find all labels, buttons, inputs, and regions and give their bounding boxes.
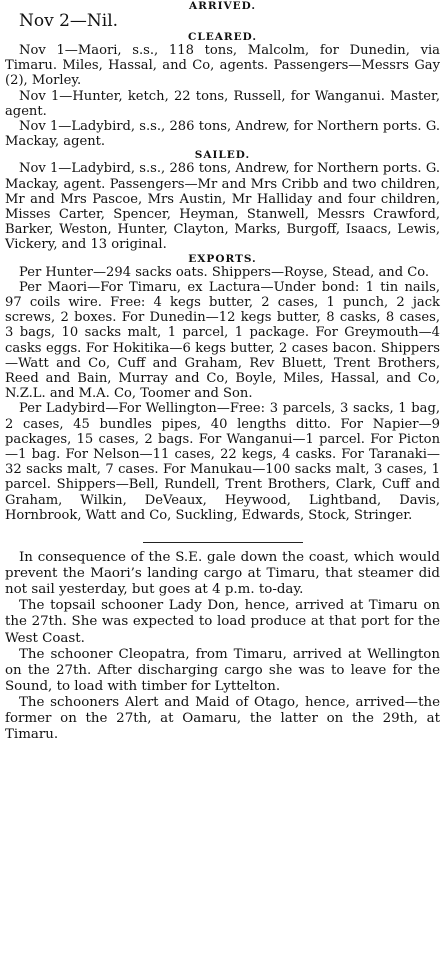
shipping-note: The schooner Cleopatra, from Timaru, arrived at Wellington on the 27th. After discharging cargo she was to leave for the Sound, to load with timber for Lyttelton.	[5, 646, 440, 694]
arrived-entry: Nov 2—Nil.	[19, 11, 119, 31]
cleared-entry: Nov 1—Hunter, ketch, 22 tons, Russell, for Wanganui. Master, agent.	[5, 88, 440, 119]
shipping-notes	[5, 550, 440, 743]
shipping-note: In consequence of the S.E. gale down the coast, which would prevent the Maori’s landing cargo at Timaru, that steamer did not sail yesterday, but goes at 4 p.m. to-day.	[5, 550, 440, 598]
cleared-heading: CLEARED.	[187, 31, 257, 43]
export-entry: Per Maori—For Timaru, ex Lactura—Under bond: 1 tin nails, 97 coils wire. Free: 4 kegs butter, 2 cases, 1 punch, 2 jack screws, 2 boxes. For Dunedin—12 kegs butter, 8 casks, 8 cases, 3 bags, 10 sacks malt, 1 parcel, 1 package. For Greymouth—4 casks eggs. For Hokitika—6 kegs butter, 2 cases bacon. Shippers—Watt and Co, Cuff and Graham, Rev Bluett, Trent Brothers, Reed and Bain, Murray and Co, Boyle, Miles, Hassal, and Co, N.Z.L. and M.A. Co, Toomer and Son.	[5, 279, 440, 402]
shipping-note: The topsail schooner Lady Don, hence, arrived at Timaru on the 27th. She was expected to load produce at that port for the West Coast.	[5, 598, 440, 646]
shipping-note: The schooners Alert and Maid of Otago, hence, arrived—the former on the 27th, at Oamaru, the latter on the 29th, at Timaru.	[5, 694, 440, 743]
sailed-heading: SAILED.	[194, 149, 251, 162]
section-divider	[143, 542, 303, 543]
cleared-entry: Nov 1—Maori, s.s., 118 tons, Malcolm, for Dunedin, via Timaru. Miles, Hassal, and Co, agents. Passengers—Messrs Gay (2), Morley.	[5, 43, 440, 89]
export-entry: Per Ladybird—For Wellington—Free: 3 parcels, 3 sacks, 1 bag, 2 cases, 45 bundles pipes, 40 lengths ditto. For Napier—9 packages, 15 cases, 2 bags. For Wanganui—1 parcel. For Picton—1 bag. For Nelson—11 cases, 22 kegs, 4 casks. For Taranaki—32 sacks malt, 7 cases. For Manukau—100 sacks malt, 3 cases, 1 parcel. Shippers—Bell, Rundell, Trent Brothers, Clark, Cuff and Graham, Wilkin, DeVeaux, Heywood, Lightband, Davis, Hornbrook, Watt and Co, Suckling, Edwards, Stock, Stringer.	[5, 401, 440, 523]
sailed-entry: Nov 1—Ladybird, s.s., 286 tons, Andrew, for Northern ports. G. Mackay, agent. Passengers—Mr and Mrs Cribb and two children, Mr and Mrs Pascoe, Mrs Austin, Mr Halliday and four children, Misses Carter, Spencer, Heyman, Stanwell, Messrs Crawford, Barker, Weston, Hunter, Clayton, Marks, Burgoff, Isaacs, Lewis, Vickery, and 13 original.	[5, 161, 440, 253]
export-entry: Per Hunter—294 sacks oats. Shippers—Royse, Stead, and Co.	[19, 264, 430, 280]
exports-heading: EXPORTS.	[188, 252, 257, 265]
arrived-heading: ARRIVED.	[188, 0, 257, 12]
cleared-entry: Nov 1—Ladybird, s.s., 286 tons, Andrew, for Northern ports. G. Mackay, agent.	[5, 119, 440, 150]
